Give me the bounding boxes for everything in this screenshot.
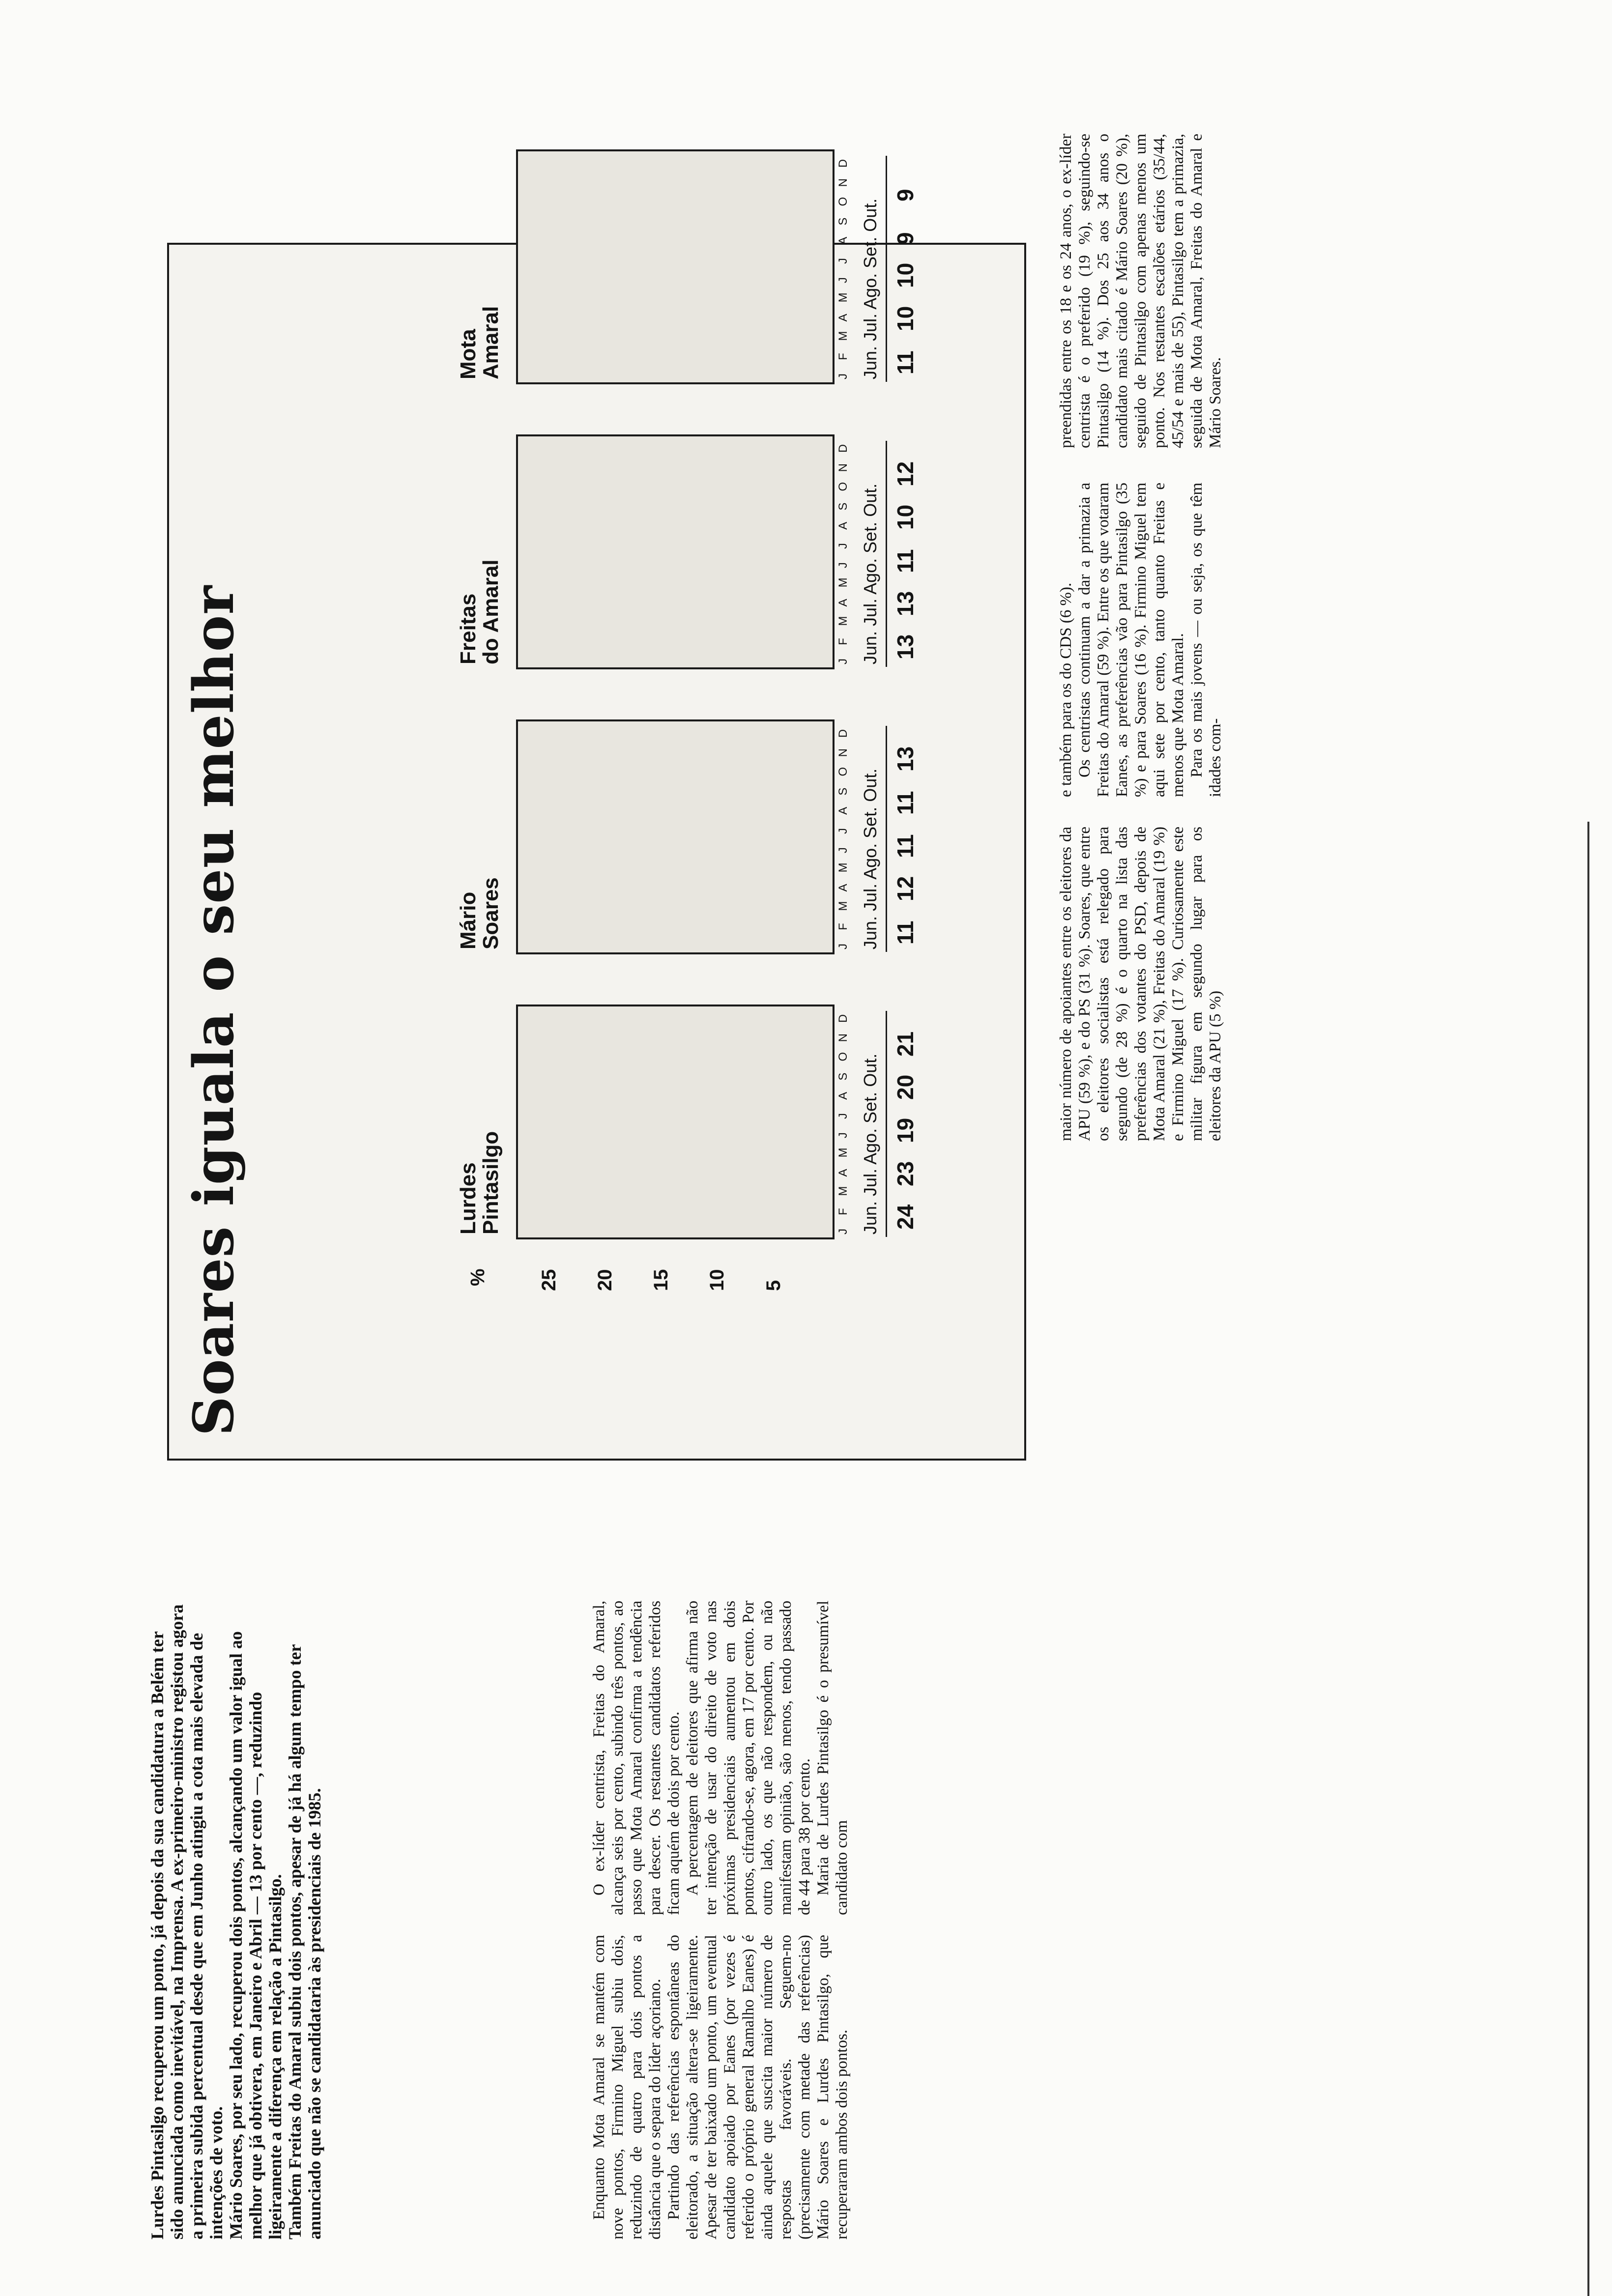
table-value: 9 (892, 189, 918, 201)
table-value: 20 (892, 1074, 918, 1100)
month-letter: J (836, 847, 850, 854)
table-rule (886, 156, 887, 382)
table-value: 10 (892, 306, 918, 331)
table-month: Jul. (860, 594, 880, 626)
table-month: Set. (860, 1087, 880, 1123)
table-month-header (860, 1054, 881, 1234)
article-paragraph: e também para os do CDS (6 %). (1057, 582, 1075, 797)
y-tick-label: 15 (650, 1269, 672, 1291)
table-month: Out. (860, 483, 880, 517)
month-letter: M (836, 862, 850, 873)
table-value: 23 (892, 1161, 918, 1186)
month-letter: A (836, 521, 850, 530)
y-tick-label: 20 (594, 1269, 616, 1291)
y-tick-label: 5 (762, 1280, 784, 1291)
article-paragraph: Enquanto Mota Amaral se mantém com nove pontos, Firmino Miguel subiu dois, reduzindo de quatro para dois pontos a distância que o separa do líder açoriano. (590, 1935, 664, 2239)
table-month: Set. (860, 802, 880, 838)
month-letter: A (836, 1169, 850, 1177)
table-month: Jun. (860, 341, 880, 379)
article-paragraph: Maria de Lurdes Pintasilgo é o presumível candidato com (814, 1601, 851, 1915)
headline: Soares iguala o seu melhor (182, 585, 246, 1436)
month-letter: O (836, 482, 850, 491)
table-values (892, 1013, 919, 1230)
month-letter: J (836, 373, 850, 379)
article-paragraph: A percentagem de eleitores que afirma não ter intenção de usar do direito de voto nas próximas presidenciais aumentou em dois pontos, cifrando-se, agora, em 17 por cento. Por outro lado, os que não respondem, ou não manifestam opinião, são menos, tendo passado de 44 para 38 por cento. (684, 1601, 813, 1915)
month-letter: D (836, 159, 850, 168)
candidate-name: Lurdes Pintasilgo (456, 1131, 503, 1234)
table-month: Jun. (860, 1196, 880, 1234)
table-value: 11 (892, 920, 918, 945)
y-axis-unit-label: % (467, 1268, 489, 1286)
table-value: 19 (892, 1118, 918, 1143)
month-letter: J (836, 659, 850, 664)
table-values (892, 443, 919, 660)
month-letter: J (836, 543, 850, 549)
table-value: 11 (892, 549, 918, 573)
candidate-name: Mário Soares (456, 877, 503, 949)
candidate-panel (516, 719, 835, 954)
table-value: 21 (892, 1031, 918, 1057)
lead-text-1: Lurdes Pintasilgo recuperou um ponto, já depois da sua candidatura a Belém ter sido anunciada como inevitável, na Imprensa. A ex-primeiro-ministro registou agora a primeira subida percentual desde que em Junho atingiu a cota mais elevada de intenções de voto. (147, 1604, 226, 2239)
month-letter: J (836, 562, 850, 569)
month-letter: N (836, 463, 850, 472)
table-value: 11 (892, 791, 918, 815)
candidate-panel (516, 149, 835, 384)
table-rule (886, 726, 887, 952)
month-letter: J (836, 277, 850, 284)
lead-text-2: Mário Soares, por seu lado, recuperou dois pontos, alcançando um valor igual ao melhor que já obtivera, em Janeiro e Abril — 13 por cento —, reduzindo ligeiramente a diferença em relação a Pintasilgo. (226, 1631, 285, 2239)
month-letter: A (836, 806, 850, 815)
candidate-name: Mota Amaral (456, 306, 503, 379)
table-rule (886, 1011, 887, 1237)
table-value: 11 (892, 834, 918, 858)
table-month: Out. (860, 198, 880, 232)
month-letter: J (836, 944, 850, 949)
month-letter: A (836, 1091, 850, 1100)
table-value: 10 (892, 262, 918, 288)
lead-text-3: Também Freitas do Amaral subiu dois pontos, apesar de já há algum tempo ter anunciado que não se candidataria às presidenciais de 1985. (285, 1644, 324, 2239)
candidate-panel (516, 434, 835, 669)
table-month: Out. (860, 768, 880, 802)
article-paragraph: preendidas entre os 18 e os 24 anos, o ex-líder centrista é o preferido (19 %), seguindo-se Pintasilgo (14 %). Dos 25 aos 34 anos o candidato mais citado é Mário Soares (20 %), seguido de Pintasilgo com apenas menos um ponto. Nos restantes escalões etários (35/44, 45/54 e mais de 55), Pintasilgo tem a primazia, seguida de Mota Amaral, Freitas do Amaral e Mário Soares. (1057, 134, 1224, 448)
month-letter: N (836, 1033, 850, 1042)
table-values (892, 158, 919, 374)
table-month: Jul. (860, 309, 880, 341)
y-tick-label: 25 (538, 1269, 560, 1291)
y-tick-label: 10 (706, 1269, 728, 1291)
table-value: 11 (892, 350, 918, 374)
table-month: Jun. (860, 626, 880, 664)
month-letter: D (836, 444, 850, 453)
month-letter: M (836, 1148, 850, 1158)
month-letter: N (836, 748, 850, 757)
month-letter: J (836, 1113, 850, 1119)
article-paragraph: O ex-líder centrista, Freitas do Amaral, alcança seis por cento, subindo três pontos, ao passo que Mota Amaral confirma a tendência para descer. Os restantes candidatos referidos ficam aquém de dois por cento. (590, 1601, 683, 1915)
table-value: 13 (892, 634, 918, 660)
table-value: 9 (892, 232, 918, 245)
month-letter: D (836, 1014, 850, 1023)
month-letter: A (836, 236, 850, 245)
month-letter: S (836, 217, 850, 226)
month-letter: F (836, 923, 850, 930)
table-month: Ago. (860, 1123, 880, 1165)
month-letter: S (836, 502, 850, 511)
month-letter: F (836, 1208, 850, 1215)
month-letter: O (836, 197, 850, 206)
month-letter: A (836, 314, 850, 322)
table-values (892, 728, 919, 945)
table-value: 24 (892, 1204, 918, 1230)
table-value: 10 (892, 504, 918, 530)
article-paragraph: maior número de apoiantes entre os eleitores da APU (59 %), e do PS (31 %). Soares, que entre os eleitores socialistas está relegado para segundo (de 28 %) é o quarto na lista das preferências dos votantes do PSD, depois de Mota Amaral (21 %), Freitas do Amaral (19 %) e Firmino Miguel (17 %). Curiosamente este militar figura em segundo lugar para os eleitores da APU (5 %) (1057, 827, 1224, 1141)
table-value: 13 (892, 746, 918, 772)
article-paragraph: Para os mais jovens — ou seja, os que têm idades com- (1188, 483, 1224, 797)
month-letter: O (836, 1052, 850, 1062)
month-letter: S (836, 1072, 850, 1081)
month-letter: J (836, 258, 850, 264)
month-letter: F (836, 638, 850, 645)
month-letter: S (836, 787, 850, 796)
table-month: Jul. (860, 1164, 880, 1196)
month-letter: J (836, 1229, 850, 1234)
candidate-panel (516, 1004, 835, 1239)
month-letter: A (836, 884, 850, 892)
article-paragraph: Partindo das referências espontâneas do eleitorado, a situação altera-se ligeiramente. Apesar de ter baixado um ponto, um eventual candidato apoiado por Eanes (por vezes é referido o próprio general Ramalho Eanes) é ainda aquele que suscita maior número de respostas favoráveis. Seguem-no (precisamente com metade das referências) Mário Soares e Lurdes Pintasilgo, que recuperaram ambos dois pontos. (665, 1935, 851, 2239)
table-month: Set. (860, 517, 880, 553)
table-month: Set. (860, 231, 880, 268)
table-rule (886, 441, 887, 667)
table-month: Ago. (860, 268, 880, 310)
month-letter: M (836, 901, 850, 911)
table-value: 12 (892, 876, 918, 901)
month-letter: N (836, 178, 850, 187)
table-month: Jul. (860, 879, 880, 911)
month-letter: J (836, 828, 850, 834)
table-value: 12 (892, 461, 918, 487)
month-letter: M (836, 616, 850, 626)
table-month: Jun. (860, 911, 880, 949)
table-month: Ago. (860, 553, 880, 595)
month-letter: M (836, 1186, 850, 1196)
candidate-name: Freitas do Amaral (456, 559, 503, 664)
table-month: Out. (860, 1053, 880, 1087)
table-month: Ago. (860, 838, 880, 880)
month-letter: D (836, 729, 850, 738)
month-letter: M (836, 331, 850, 341)
month-letter: F (836, 353, 850, 360)
table-month-header (860, 769, 881, 949)
table-value: 13 (892, 591, 918, 616)
table-month-header (860, 484, 881, 664)
month-letter: A (836, 599, 850, 607)
month-letter: J (836, 1132, 850, 1139)
month-letter: O (836, 767, 850, 776)
month-letter: M (836, 292, 850, 303)
month-letter: M (836, 577, 850, 588)
article-paragraph: Os centristas continuam a dar a primazia a Freitas do Amaral (59 %). Entre os que votaram Eanes, as preferências vão para Pintasilgo (35 %) e para Soares (16 %). Firmino Miguel tem aqui sete por cento, tanto quanto Freitas e menos que Mota Amaral. (1076, 483, 1187, 797)
table-month-header (860, 199, 881, 379)
